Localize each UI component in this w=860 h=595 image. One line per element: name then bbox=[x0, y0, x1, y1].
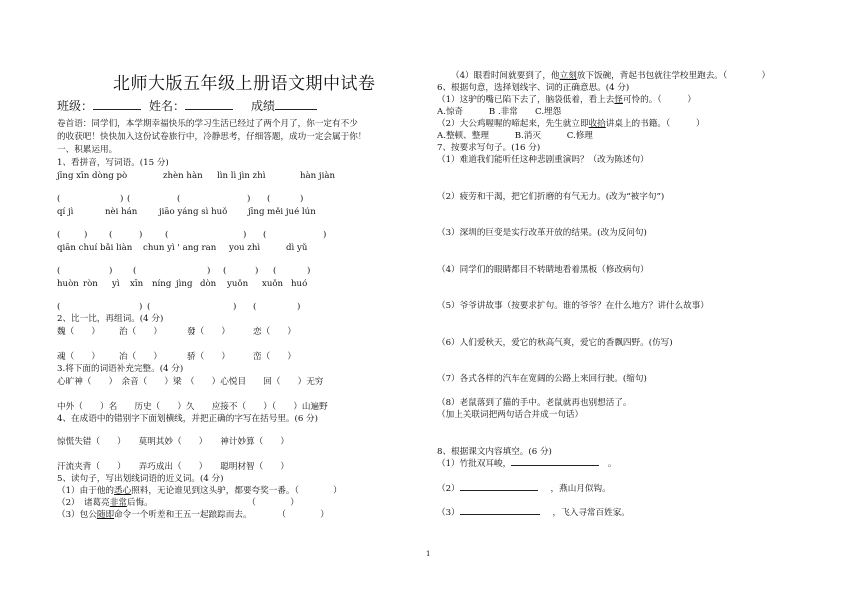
compare-word: 骄（ ） bbox=[187, 352, 230, 362]
page-number: 1 bbox=[426, 550, 431, 558]
pinyin: jiāo yáng sì huǒ bbox=[159, 207, 228, 217]
answer-bracket-open: ( bbox=[263, 230, 267, 240]
answer-bracket-open: ( bbox=[267, 194, 271, 204]
q7-item: （2）疲劳和干渴，把它们折磨的有气无力。(改为“被字句”) bbox=[437, 192, 665, 202]
name-label: 姓名： bbox=[149, 99, 186, 113]
answer-bracket-close: ) bbox=[84, 230, 88, 240]
q8-line-2: （2） ，燕山月似钩。 bbox=[437, 484, 611, 494]
pinyin: huó bbox=[291, 279, 308, 289]
class-label: 班级： bbox=[57, 99, 94, 113]
answer-bracket-close: ) bbox=[247, 194, 251, 204]
answer-bracket-close: ) bbox=[139, 302, 143, 312]
q4-row-2: 汗流夹背（ ） 弄巧成出（ ） 聪明材智（ ） bbox=[57, 462, 290, 472]
score-blank bbox=[275, 109, 317, 110]
class-blank bbox=[93, 109, 141, 110]
q7-item: （5）爷爷讲故事（按要求扩句。谁的爷爷？在什么地方？讲什么故事） bbox=[437, 301, 709, 311]
q8-heading: 8、根据课文内容填空。(6 分) bbox=[437, 447, 552, 457]
answer-bracket-open: ( bbox=[273, 266, 277, 276]
intro-line-1: 卷首语：同学们，本学期幸福快乐的学习生活已经过了两个月了，你一定有不少 bbox=[57, 119, 358, 129]
q6-options-2: A.整顿、整理 B.消灭 C.修理 bbox=[437, 131, 593, 141]
answer-bracket-open: ( bbox=[57, 194, 61, 204]
q5-item-2: （2） 诸葛亮非常后悔。 （ ） bbox=[57, 498, 299, 508]
pinyin: yuǒn bbox=[227, 279, 249, 289]
compare-word: 冶（ ） bbox=[119, 352, 162, 362]
exam-title: 北师大版五年级上册语文期中试卷 bbox=[113, 74, 376, 94]
name-blank bbox=[185, 109, 233, 110]
q6-item-1: （1）这驴的嘴已陷下去了，脑袋低着，看上去怪可怜的。（ ） bbox=[437, 95, 696, 105]
student-info-line bbox=[57, 99, 317, 114]
q5-item-4: （4）眼看时间就要到了，他立刻放下饭碗，背起书包就往学校里跑去。（ ） bbox=[451, 71, 771, 81]
underlined-word: 怪 bbox=[614, 95, 623, 105]
underlined-word: 立刻 bbox=[559, 71, 577, 81]
fill-blank[interactable] bbox=[460, 490, 538, 491]
answer-bracket-open: ( bbox=[223, 266, 227, 276]
underlined-word: 非常 bbox=[109, 498, 127, 508]
compare-word: 治（ ） bbox=[119, 327, 162, 337]
compare-word: 魂（ ） bbox=[57, 352, 100, 362]
score-label: 成绩 bbox=[251, 99, 276, 113]
answer-bracket-open: ( bbox=[253, 302, 257, 312]
answer-bracket-open: ( bbox=[57, 230, 61, 240]
answer-bracket-close: ) bbox=[297, 302, 301, 312]
answer-bracket-close: ) bbox=[207, 266, 211, 276]
fill-blank[interactable] bbox=[460, 514, 540, 515]
pinyin: xuǒn bbox=[262, 279, 284, 289]
q7-item: （3）深圳的巨变是实行改革开放的结果。(改为反问句) bbox=[437, 228, 647, 238]
q5-heading: 5、读句子，写出划线词语的近义词。(4 分) bbox=[57, 474, 224, 484]
pinyin: huòn bbox=[57, 279, 79, 289]
q4-row-1: 惊慌失错（ ） 莫明其妙（ ） 神计妙算（ ） bbox=[57, 437, 290, 447]
answer-bracket-open: ( bbox=[165, 230, 169, 240]
answer-bracket-open: ( bbox=[177, 194, 181, 204]
answer-bracket-open: ( bbox=[127, 194, 131, 204]
pinyin: you zhì bbox=[229, 243, 261, 253]
pinyin: yì bbox=[112, 279, 120, 289]
q4-heading: 4、在成语中的错别字下面划横线，并把正确的字写在括号里。(6 分) bbox=[57, 414, 318, 424]
pinyin: dòn bbox=[200, 279, 217, 289]
underlined-word: 悉心 bbox=[114, 486, 132, 496]
pinyin: dì yǔ bbox=[286, 243, 308, 253]
q8-line-3: （3） ，飞入寻常百姓家。 bbox=[437, 508, 630, 518]
answer-bracket-close: ) bbox=[243, 230, 247, 240]
q2-heading: 2、比一比，再组词。(4 分) bbox=[57, 314, 164, 324]
pinyin: níng bbox=[152, 279, 172, 289]
compare-word: 恋（ ） bbox=[253, 327, 296, 337]
answer-bracket-close: ) bbox=[109, 266, 113, 276]
q7-item: （7）各式各样的汽车在宽阔的公路上来回行驶。(缩句) bbox=[437, 374, 647, 384]
section-heading: 一、积累运用。 bbox=[57, 145, 118, 155]
answer-bracket-close: ) bbox=[307, 266, 311, 276]
q8-line-1: （1）竹批双耳峻， 。 bbox=[437, 459, 617, 469]
answer-bracket-open: ( bbox=[147, 302, 151, 312]
pinyin: chun yì ' ang ran bbox=[143, 243, 217, 253]
pinyin: zhèn hàn bbox=[163, 171, 203, 181]
pinyin: qiān chuí bǎi liàn bbox=[57, 243, 133, 253]
compare-word: 發（ ） bbox=[187, 327, 230, 337]
q7-item: （1）难道我们能听任这种悲剧重演吗？（改为陈述句） bbox=[437, 155, 649, 165]
compare-word: 峦（ ） bbox=[253, 352, 296, 362]
q7-item: （8）老鼠落到了猫的手中。老鼠就再也别想活了。 bbox=[437, 398, 632, 408]
answer-bracket-open: ( bbox=[57, 266, 61, 276]
pinyin: lìn lì jìn zhì bbox=[217, 171, 266, 181]
answer-bracket-close: ) bbox=[233, 302, 237, 312]
pinyin: qí jì bbox=[57, 207, 74, 217]
intro-line-2: 的收获吧！快快加入这份试卷旅行中，冷静思考，仔细答题，成功一定会属于你！ bbox=[57, 132, 367, 142]
q5-item-3: （3）包公随即命令一个听差和王五一起踉踪而去。 （ ） bbox=[57, 510, 329, 520]
pinyin: hàn jiàn bbox=[300, 171, 335, 181]
underlined-word: 收拾 bbox=[588, 119, 606, 129]
q7-item: （6）人们爱秋天，爱它的秋高气爽，爱它的香飘四野。(仿写) bbox=[437, 338, 673, 348]
q6-options-1: A.惊奇 B .非常 C.埋怨 bbox=[437, 107, 562, 117]
pinyin: ròn bbox=[83, 279, 98, 289]
q7-heading: 7、按要求写句子。(16 分) bbox=[437, 143, 541, 153]
q7-item-note: （加上关联词把两句话合并成一句话） bbox=[437, 410, 584, 420]
q6-item-2: （2）大公鸡喔喔的啼起来，先生就立即收拾讲桌上的书籍。（ ） bbox=[437, 119, 705, 129]
answer-bracket-open: ( bbox=[109, 230, 113, 240]
fill-blank[interactable] bbox=[511, 465, 599, 466]
pinyin: xīn bbox=[130, 279, 144, 289]
answer-bracket-close: ) bbox=[255, 266, 259, 276]
answer-bracket-close: ) bbox=[323, 230, 327, 240]
answer-bracket-close: ) bbox=[300, 194, 304, 204]
q3-heading: 3.将下面的词语补充完整。(4 分) bbox=[57, 364, 184, 374]
q7-item: （4）同学们的眼睛都目不转睛地看着黑板（修改病句） bbox=[437, 265, 649, 275]
underlined-word: 随即 bbox=[96, 510, 115, 520]
q5-item-1: （1）由于他的悉心照料，无论谁见到这头驴，都要夸奖一番。（ ） bbox=[57, 486, 342, 496]
q1-heading: 1、看拼音，写词语。(15 分) bbox=[57, 158, 169, 168]
pinyin: jīng měi jué lún bbox=[248, 207, 316, 217]
answer-bracket-open: ( bbox=[57, 302, 61, 312]
pinyin: nèi hán bbox=[105, 207, 138, 217]
q6-heading: 6、根据句意，选择划线字、词的正确意思。(4 分) bbox=[437, 83, 630, 93]
answer-bracket-close: ) bbox=[139, 230, 143, 240]
answer-bracket-close: ) bbox=[120, 194, 124, 204]
pinyin: jīng xīn dòng pò bbox=[57, 171, 128, 181]
pinyin: jìng bbox=[176, 279, 193, 289]
answer-bracket-open: ( bbox=[133, 266, 137, 276]
compare-word: 魏（ ） bbox=[57, 327, 100, 337]
q3-row-2: 中外（ ）名 历史（ ）久 应接不（ ）（ ）山遍野 bbox=[57, 402, 328, 412]
q3-row-1: 心旷神（ ） 余音（ ）梁 （ ）心悦目 回（ ）无穷 bbox=[57, 377, 324, 387]
